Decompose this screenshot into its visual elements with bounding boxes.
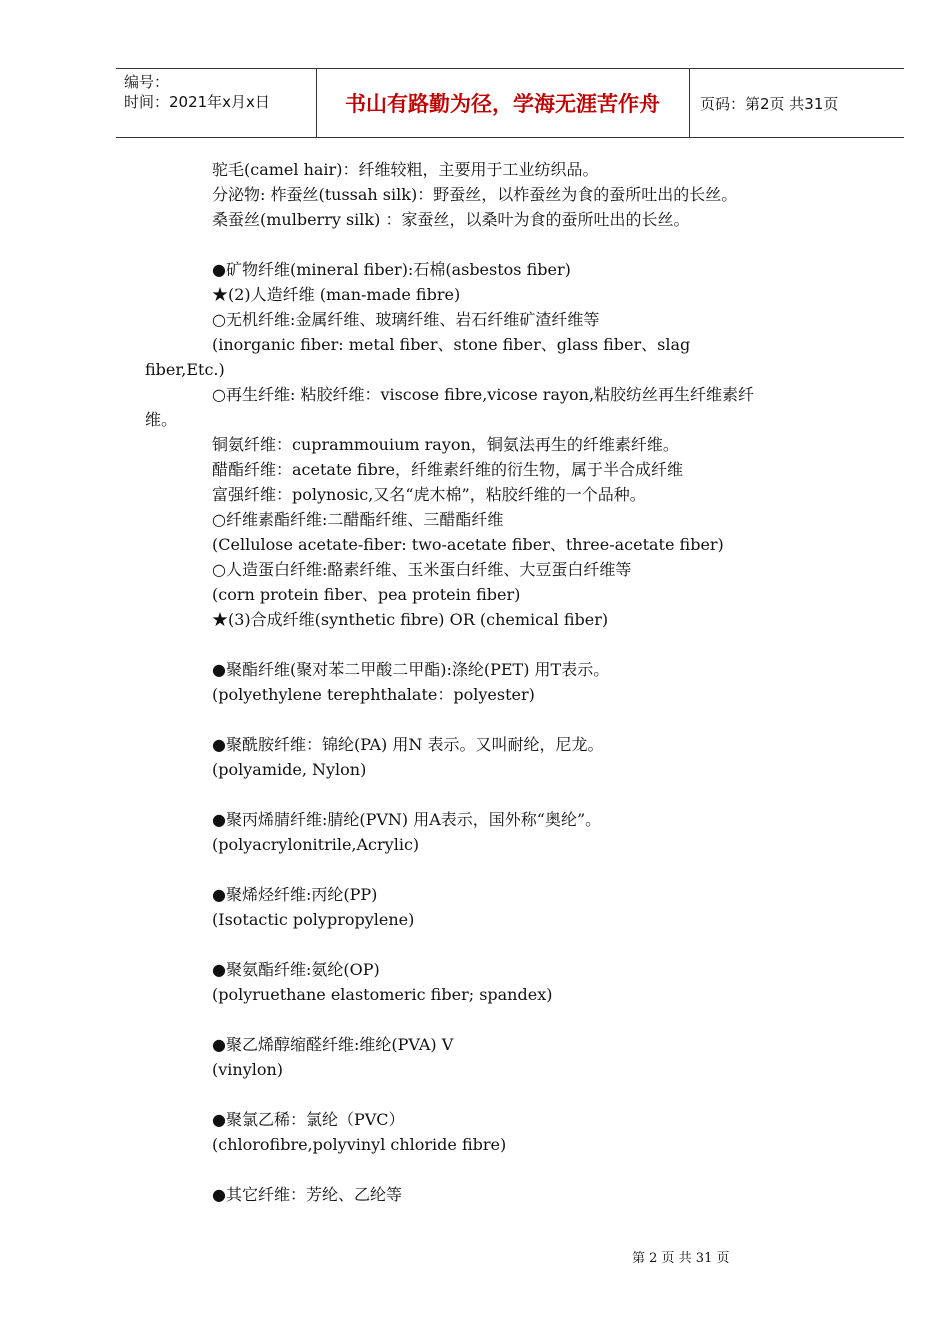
text-line: ●矿物纤维(mineral fiber):石棉(asbestos fiber)	[212, 260, 571, 279]
header-motto-cell	[316, 69, 690, 137]
text-line: ●其它纤维：芳纶、乙纶等	[212, 1185, 402, 1204]
text-line: (Isotactic polypropylene)	[212, 910, 415, 929]
text-line: ★(2)人造纤维 (man-made fibre)	[212, 285, 461, 304]
text-line: 醋酯纤维：acetate fibre，纤维素纤维的衍生物，属于半合成纤维	[212, 460, 683, 479]
number-label: 编号：	[124, 73, 170, 91]
header-page-cell	[690, 69, 904, 137]
text-line: (polyruethane elastomeric fiber; spandex)	[212, 985, 553, 1004]
text-line: ●聚酯纤维(聚对苯二甲酸二甲酯):涤纶(PET) 用T表示。	[212, 660, 610, 679]
text-line: 桑蚕丝(mulberry silk) ：家蚕丝，以桑叶为食的蚕所吐出的长丝。	[212, 210, 690, 229]
motto-text: 书山有路勤为径，学海无涯苦作舟	[345, 92, 660, 116]
text-line: ○再生纤维: 粘胶纤维：viscose fibre,vicose rayon,粘胶纺丝再生纤维素纤	[212, 385, 755, 404]
text-line: 富强纤维：polynosic,又名“虎木棉”，粘胶纤维的一个品种。	[212, 485, 646, 504]
text-line: ●聚烯烃纤维:丙纶(PP)	[212, 885, 378, 904]
text-line: 铜氨纤维：cuprammouium rayon，铜氨法再生的纤维素纤维。	[212, 435, 679, 454]
text-line: ●聚酰胺纤维：锦纶(PA) 用N 表示。又叫耐纶，尼龙。	[212, 735, 604, 754]
header-info-cell	[116, 69, 317, 137]
text-line: ●聚乙烯醇缩醛纤维:维纶(PVA) V	[212, 1035, 454, 1054]
text-line: (polyethylene terephthalate：polyester)	[212, 685, 535, 704]
text-line: 驼毛(camel hair)：纤维较粗，主要用于工业纺织品。	[212, 160, 599, 179]
text-line: (polyamide, Nylon)	[212, 760, 367, 779]
text-line: ●聚氯乙稀：氯纶（PVC）	[212, 1110, 405, 1129]
text-line: 维。	[145, 410, 178, 429]
text-line: (corn protein fiber、pea protein fiber)	[212, 585, 521, 604]
text-line: ●聚丙烯腈纤维:腈纶(PVN) 用A表示，国外称“奥纶”。	[212, 810, 602, 829]
page-footer: 第 2 页 共 31 页	[632, 1251, 730, 1266]
text-line: (chlorofibre,polyvinyl chloride fibre)	[212, 1135, 507, 1154]
text-line: ○人造蛋白纤维:酪素纤维、玉米蛋白纤维、大豆蛋白纤维等	[212, 560, 632, 579]
text-line: (polyacrylonitrile,Acrylic)	[212, 835, 420, 854]
text-line: 分泌物: 柞蚕丝(tussah silk)：野蚕丝，以柞蚕丝为食的蚕所吐出的长丝。	[212, 185, 738, 204]
text-line: (Cellulose acetate-fiber: two-acetate fiber、three-acetate fiber)	[212, 535, 724, 554]
text-line: ○纤维素酯纤维:二醋酯纤维、三醋酯纤维	[212, 510, 504, 529]
text-line: (vinylon)	[212, 1060, 284, 1079]
text-line: ●聚氨酯纤维:氨纶(OP)	[212, 960, 380, 979]
text-line: ★(3)合成纤维(synthetic fibre) OR (chemical fiber)	[212, 610, 609, 629]
page-code: 页码：第2页 共31页	[700, 94, 839, 113]
text-line: ○无机纤维:金属纤维、玻璃纤维、岩石纤维矿渣纤维等	[212, 310, 600, 329]
page-header	[116, 68, 904, 138]
text-line: (inorganic fiber: metal fiber、stone fiber、glass fiber、slag	[212, 335, 691, 354]
text-line: fiber,Etc.)	[145, 360, 225, 379]
time-label: 时间：2021年x月x日	[124, 93, 270, 111]
